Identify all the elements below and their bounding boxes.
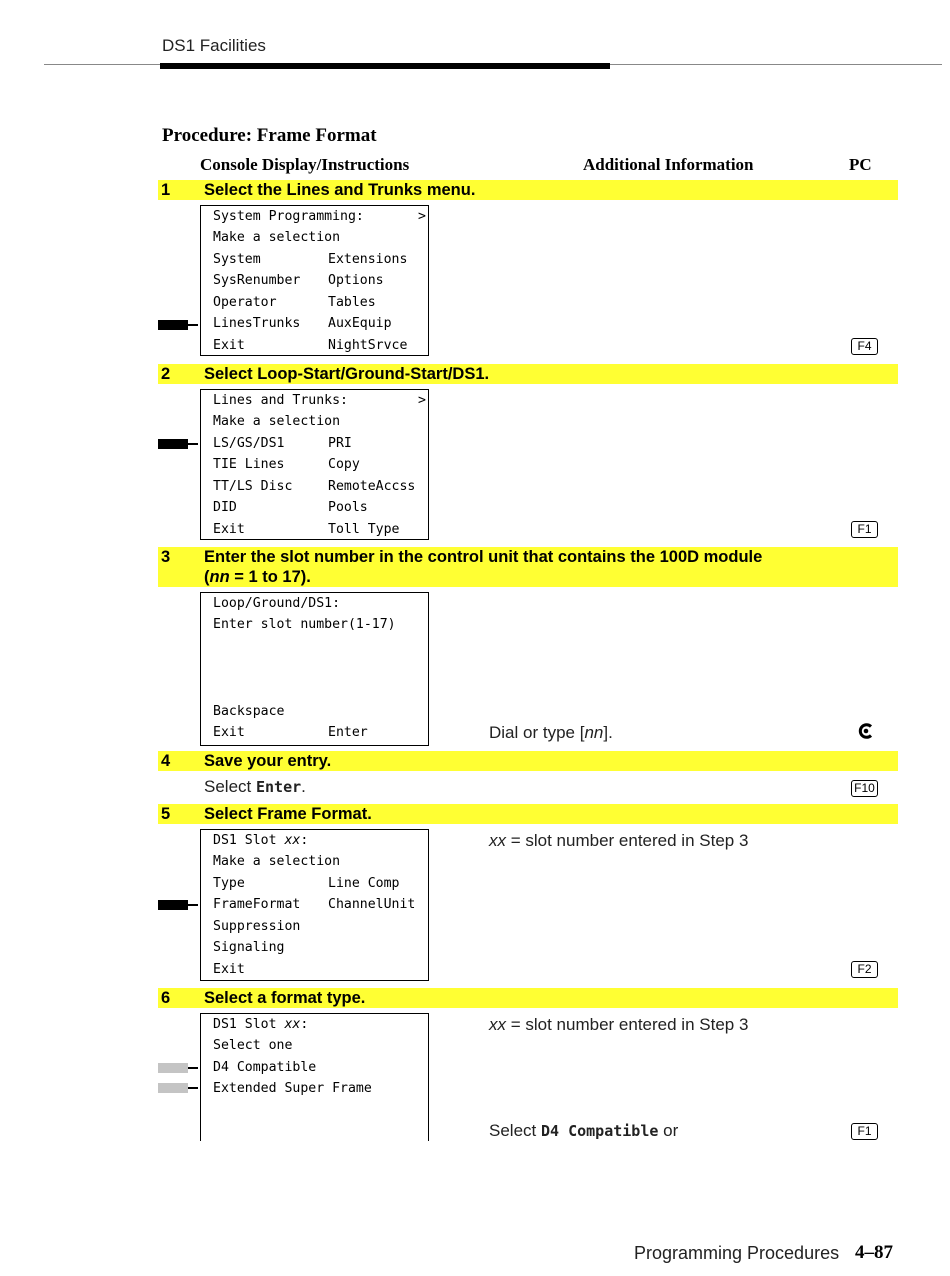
menu-option-linestrunks[interactable]: LinesTrunks — [213, 316, 301, 331]
menu-option-tables[interactable]: Tables — [328, 295, 376, 310]
screen-prompt: Make a selection — [213, 854, 341, 869]
screen-title: Loop/Ground/DS1: — [213, 596, 341, 611]
step-number: 1 — [161, 181, 171, 199]
info-slot-number-note: xx = slot number entered in Step 3 — [489, 1015, 749, 1034]
pointer-leader — [188, 904, 198, 906]
pointer-leader — [188, 1067, 198, 1069]
step-6-banner — [158, 988, 898, 1008]
running-header: DS1 Facilities — [162, 36, 266, 55]
console-screen-lines-and-trunks — [200, 389, 429, 540]
menu-option-channelunit[interactable]: ChannelUnit — [328, 897, 416, 912]
page-number: 4–87 — [855, 1242, 893, 1263]
screen-prompt: Select one — [213, 1038, 293, 1053]
menu-option-operator[interactable]: Operator — [213, 295, 277, 310]
step-number: 5 — [161, 805, 171, 823]
step-2-banner — [158, 364, 898, 384]
step-3-banner — [158, 547, 898, 587]
selection-pointer-option — [158, 1083, 188, 1093]
info-dial-or-type: Dial or type [nn]. — [489, 723, 613, 742]
footer-section-title: Programming Procedures — [634, 1243, 840, 1263]
console-screen-select-format — [200, 1013, 429, 1141]
selection-pointer — [158, 439, 188, 449]
menu-option-pools[interactable]: Pools — [328, 500, 368, 515]
step-text: Select Frame Format. — [204, 805, 372, 823]
menu-option-exit[interactable]: Exit — [213, 522, 245, 537]
menu-option-exit[interactable]: Exit — [213, 725, 245, 740]
menu-option-copy[interactable]: Copy — [328, 457, 360, 472]
more-arrow: > — [418, 209, 426, 224]
function-key-f10[interactable]: F10 — [851, 780, 878, 797]
menu-option-d4-compatible[interactable]: D4 Compatible — [213, 1060, 317, 1075]
menu-option-sysrenumber[interactable]: SysRenumber — [213, 273, 301, 288]
menu-option-exit[interactable]: Exit — [213, 962, 245, 977]
screen-prompt: Enter slot number(1-17) — [213, 617, 396, 632]
menu-option-tie-lines[interactable]: TIE Lines — [213, 457, 285, 472]
pointer-leader — [188, 443, 198, 445]
menu-option-options[interactable]: Options — [328, 273, 384, 288]
console-screen-slot-number — [200, 592, 429, 746]
menu-option-enter[interactable]: Enter — [328, 725, 368, 740]
function-key-f1[interactable]: F1 — [851, 521, 878, 538]
menu-option-exit[interactable]: Exit — [213, 338, 245, 353]
pointer-leader — [188, 1087, 198, 1089]
variable-nn: nn — [209, 568, 230, 586]
step-number: 3 — [161, 548, 171, 566]
column-header-pc: PC — [849, 155, 872, 174]
step-5-banner — [158, 804, 898, 824]
menu-option-did[interactable]: DID — [213, 500, 237, 515]
step-number: 4 — [161, 752, 171, 770]
menu-option-type[interactable]: Type — [213, 876, 245, 891]
step-text: Select the Lines and Trunks menu. — [204, 181, 476, 199]
menu-option-ls-gs-ds1[interactable]: LS/GS/DS1 — [213, 436, 285, 451]
info-slot-number-note: xx = slot number entered in Step 3 — [489, 831, 749, 850]
more-arrow: > — [418, 393, 426, 408]
screen-title: Lines and Trunks: — [213, 393, 348, 408]
menu-option-frameformat[interactable]: FrameFormat — [213, 897, 301, 912]
menu-option-system[interactable]: System — [213, 252, 261, 267]
instruction-select-enter: Select Enter. — [204, 777, 306, 796]
screen-title: DS1 Slot xx: — [213, 833, 309, 848]
dial-icon — [857, 722, 875, 740]
function-key-f4[interactable]: F4 — [851, 338, 878, 355]
menu-option-suppression[interactable]: Suppression — [213, 919, 301, 934]
menu-option-extended-super-frame[interactable]: Extended Super Frame — [213, 1081, 372, 1096]
pointer-leader — [188, 324, 198, 326]
function-key-f2[interactable]: F2 — [851, 961, 878, 978]
step-text: Select Loop-Start/Ground-Start/DS1. — [204, 365, 490, 383]
console-screen-system-programming — [200, 205, 429, 356]
menu-option-auxequip[interactable]: AuxEquip — [328, 316, 392, 331]
menu-option-backspace[interactable]: Backspace — [213, 704, 285, 719]
column-header-console: Console Display/Instructions — [200, 155, 410, 174]
step-4-banner — [158, 751, 898, 771]
menu-option-pri[interactable]: PRI — [328, 436, 352, 451]
screen-prompt: Make a selection — [213, 230, 341, 245]
menu-option-extensions[interactable]: Extensions — [328, 252, 408, 267]
step-1-banner — [158, 180, 898, 200]
menu-option-nightsrvce[interactable]: NightSrvce — [328, 338, 408, 353]
screen-prompt: Make a selection — [213, 414, 341, 429]
menu-option-tt-ls-disc[interactable]: TT/LS Disc — [213, 479, 293, 494]
instruction-select-d4: Select D4 Compatible or — [489, 1121, 679, 1140]
step-number: 2 — [161, 365, 171, 383]
step-text: Select a format type. — [204, 989, 366, 1007]
step-text: Save your entry. — [204, 752, 332, 770]
procedure-title: Procedure: Frame Format — [162, 125, 377, 146]
screen-title: DS1 Slot xx: — [213, 1017, 309, 1032]
menu-option-signaling[interactable]: Signaling — [213, 940, 285, 955]
header-bar — [160, 63, 610, 69]
menu-option-line-comp[interactable]: Line Comp — [328, 876, 400, 891]
screen-title: System Programming: — [213, 209, 364, 224]
column-header-info: Additional Information — [583, 155, 754, 174]
selection-pointer — [158, 900, 188, 910]
function-key-f1[interactable]: F1 — [851, 1123, 878, 1140]
step-text: Enter the slot number in the control unit that contains the 100D module (nn = 1 to 17). — [204, 548, 763, 586]
step-number: 6 — [161, 989, 171, 1007]
menu-option-toll-type[interactable]: Toll Type — [328, 522, 400, 537]
selection-pointer-option — [158, 1063, 188, 1073]
menu-option-remoteaccss[interactable]: RemoteAccss — [328, 479, 416, 494]
selection-pointer — [158, 320, 188, 330]
console-screen-ds1-slot — [200, 829, 429, 981]
